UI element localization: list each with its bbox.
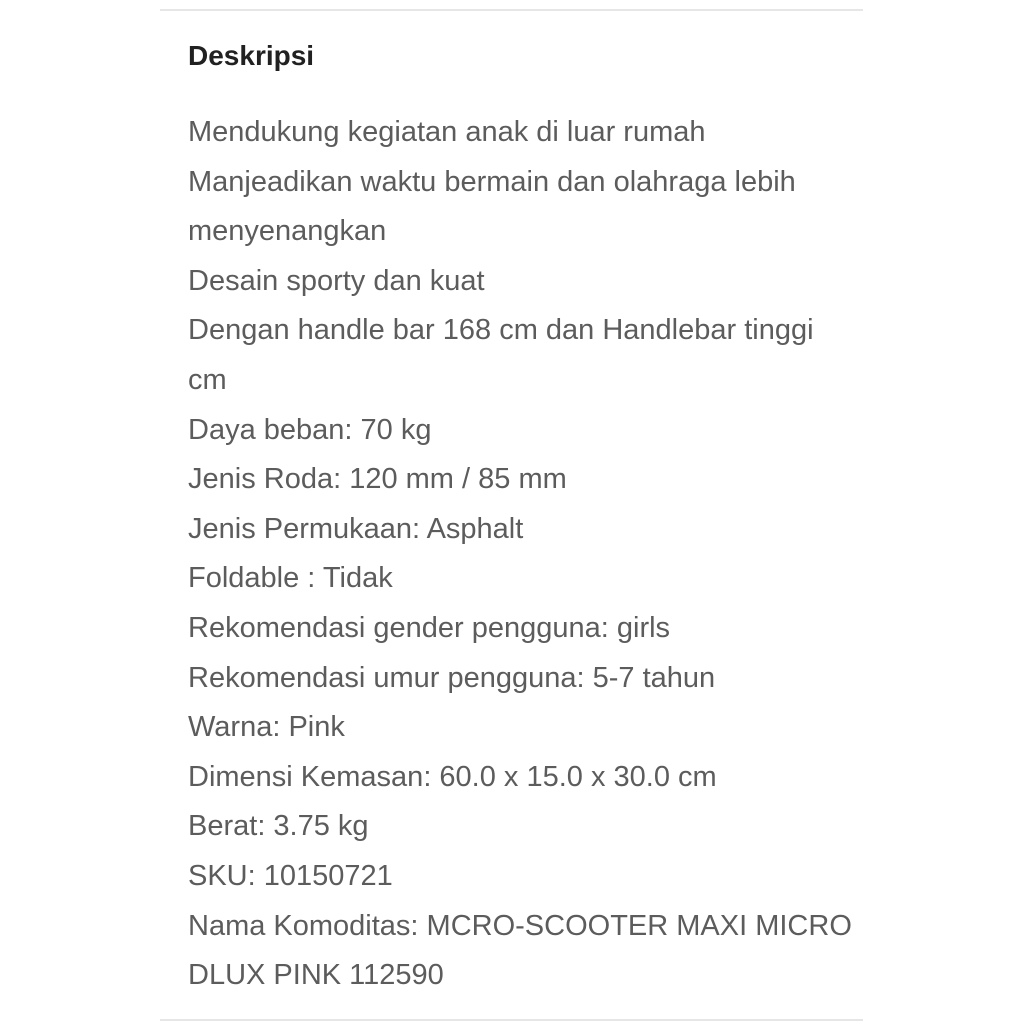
description-line: Foldable : Tidak xyxy=(188,562,393,595)
bottom-divider xyxy=(160,1019,863,1021)
description-line: cm xyxy=(188,363,227,396)
description-line: Rekomendasi gender pengguna: girls xyxy=(188,611,671,644)
description-line: Warna: Pink xyxy=(188,711,345,744)
description-line: Dengan handle bar 168 cm dan Handlebar tinggi xyxy=(188,314,814,347)
description-line: Desain sporty dan kuat xyxy=(188,264,485,297)
description-line: SKU: 10150721 xyxy=(188,859,393,892)
description-line: Rekomendasi umur pengguna: 5-7 tahun xyxy=(188,661,716,694)
description-list xyxy=(188,108,863,1001)
description-line: menyenangkan xyxy=(188,215,387,248)
description-line: Berat: 3.75 kg xyxy=(188,810,369,843)
description-line: Nama Komoditas: MCRO-SCOOTER MAXI MICRO xyxy=(188,909,852,942)
description-line: DLUX PINK 112590 xyxy=(188,959,444,992)
description-section xyxy=(188,36,863,1001)
description-line: Daya beban: 70 kg xyxy=(188,413,432,446)
section-title: Deskripsi xyxy=(188,40,315,71)
description-line: Mendukung kegiatan anak di luar rumah xyxy=(188,116,706,148)
top-divider xyxy=(160,9,863,11)
description-line: Manjeadikan waktu bermain dan olahraga lebih xyxy=(188,165,796,198)
description-line: Jenis Roda: 120 mm / 85 mm xyxy=(188,463,567,496)
description-line: Jenis Permukaan: Asphalt xyxy=(188,512,524,545)
description-line: Dimensi Kemasan: 60.0 x 15.0 x 30.0 cm xyxy=(188,760,717,793)
